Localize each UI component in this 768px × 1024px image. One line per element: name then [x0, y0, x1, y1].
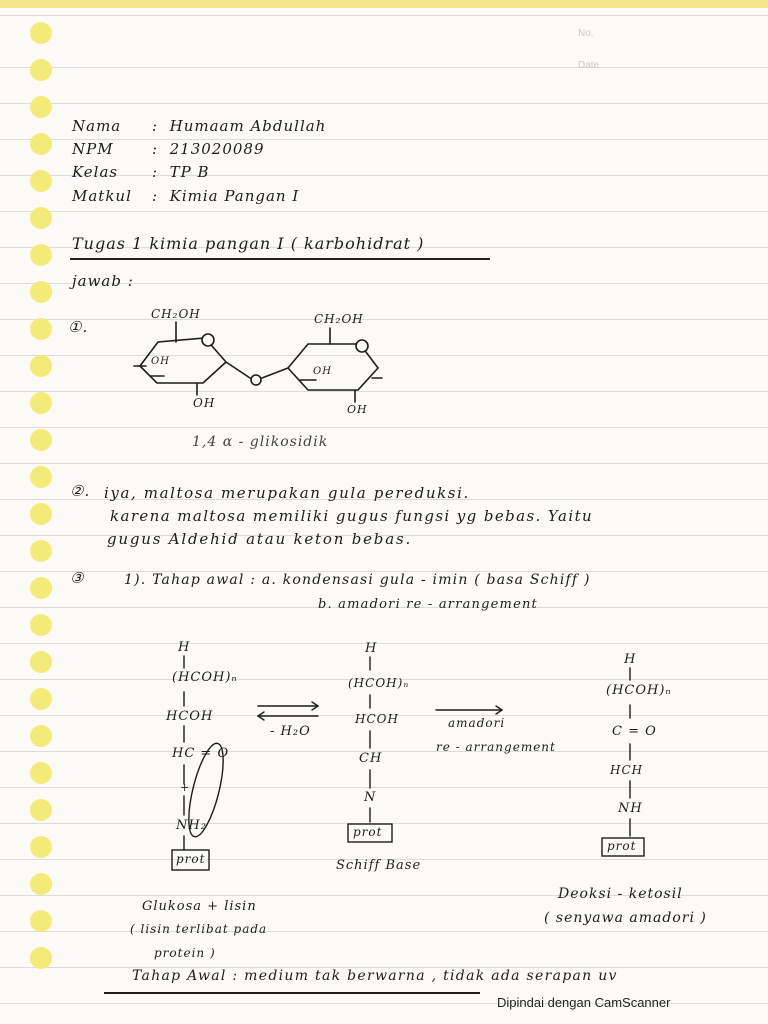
right-hch: HCH [610, 763, 644, 777]
matkul-label: Matkul [72, 187, 132, 205]
q3-step-line1: 1). Tahap awal : a. kondensasi gula - imin ( basa Schiff ) [124, 572, 591, 588]
right-carbonyl: C = O [612, 724, 657, 739]
left-ring-oh-label: OH [151, 356, 170, 367]
left-plus: + [180, 781, 191, 794]
nama-value: Humaam Abdullah [169, 117, 327, 135]
kelas-value: TP B [169, 163, 210, 181]
left-nh2: NH₂ [176, 818, 207, 833]
right-hcoh-n: (HCOH)ₙ [606, 683, 672, 698]
q2-line2: karena maltosa memiliki gugus fungsi yg bebas. Yaitu [110, 507, 594, 525]
right-ring-oh-label: OH [313, 366, 332, 377]
left-hc-aldehyde: HC = O [172, 746, 230, 761]
tahap-awal-note: Tahap Awal : medium tak berwarna , tidak ada serapan uv [132, 968, 618, 984]
q2-number: ②. [70, 482, 91, 500]
page-number-label: No. [578, 28, 594, 39]
note-lisin-terlibat: ( lisin terlibat pada [130, 922, 268, 936]
senyawa-amadori-caption: ( senyawa amadori ) [544, 910, 707, 926]
schiff-base-caption: Schiff Base [336, 858, 422, 873]
middle-n: N [364, 790, 377, 805]
left-ch2oh-label: CH₂OH [151, 307, 201, 321]
matkul-value: Kimia Pangan I [169, 187, 300, 205]
note-glukosa-lisin: Glukosa + lisin [142, 899, 257, 914]
scanner-watermark: Dipindai dengan CamScanner [497, 995, 671, 1010]
assignment-title: Tugas 1 kimia pangan I ( karbohidrat ) [72, 234, 425, 253]
middle-hcoh: HCOH [355, 712, 399, 726]
kelas-colon: : [152, 163, 159, 181]
npm-label: NPM [72, 140, 114, 158]
right-nh: NH [618, 801, 643, 816]
middle-prot: prot [353, 825, 383, 839]
matkul-colon: : [152, 187, 159, 205]
note-protein: protein ) [154, 946, 216, 960]
nama-colon: : [152, 117, 159, 135]
q3-step-line2: b. amadori re - arrangement [318, 597, 538, 612]
left-hcoh-n: (HCOH)ₙ [172, 670, 238, 685]
amadori-label: amadori [448, 716, 506, 730]
right-h: H [624, 652, 637, 667]
kelas-label: Kelas [72, 163, 119, 181]
left-h: H [178, 640, 191, 655]
rearrangement-label: re - arrangement [436, 740, 556, 754]
q2-line3: gugus Aldehid atau keton bebas. [107, 530, 413, 548]
middle-hcoh-n: (HCOH)ₙ [348, 676, 410, 690]
deoksi-ketosil-caption: Deoksi - ketosil [558, 886, 683, 902]
middle-h: H [365, 641, 378, 656]
q1-number: ①. [68, 318, 89, 336]
npm-value: 213020089 [169, 140, 265, 158]
right-prot: prot [607, 839, 637, 853]
left-bottom-oh-label: OH [193, 396, 216, 410]
q3-number: ③ [70, 569, 85, 587]
jawab-label: jawab : [72, 272, 134, 290]
right-bottom-oh-label: OH [347, 403, 368, 416]
q2-line1: iya, maltosa merupakan gula pereduksi. [104, 484, 470, 502]
nama-label: Nama [72, 117, 122, 135]
left-prot: prot [176, 852, 206, 866]
page-date-label: Date [578, 60, 600, 71]
right-ch2oh-label: CH₂OH [314, 312, 364, 326]
middle-ch: CH [359, 751, 383, 766]
minus-h2o-label: - H₂O [270, 724, 311, 739]
glycosidic-bond-label: 1,4 α - glikosidik [192, 434, 329, 450]
left-hcoh: HCOH [166, 709, 214, 724]
npm-colon: : [152, 140, 159, 158]
